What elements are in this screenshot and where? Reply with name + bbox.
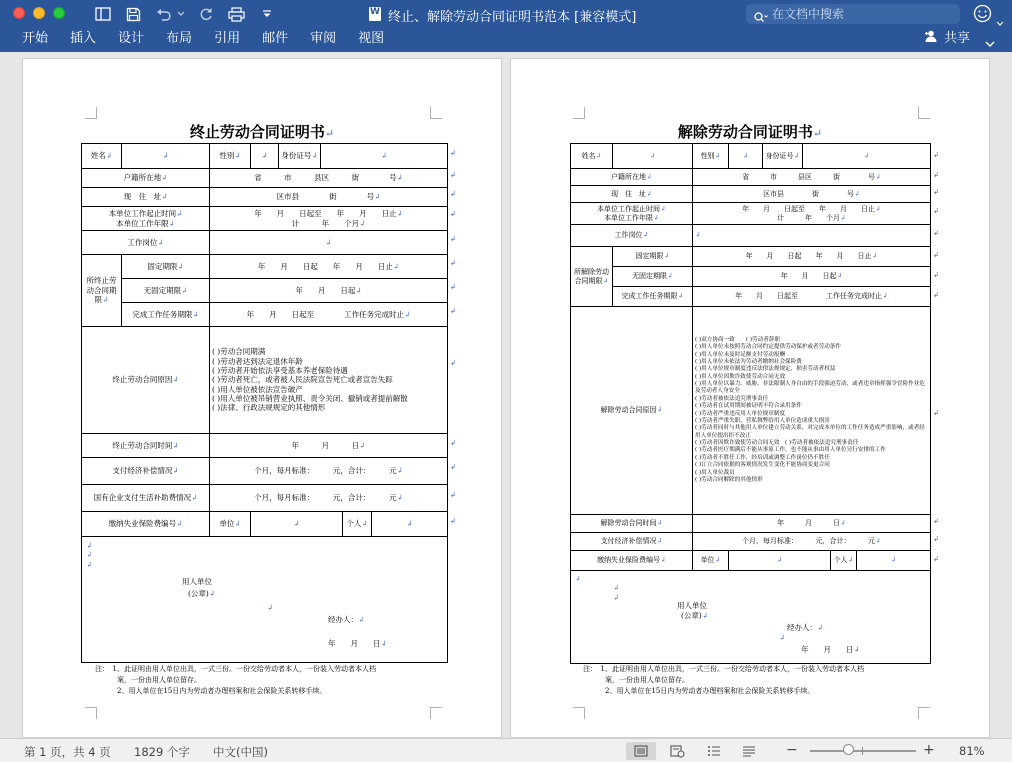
unit-label: 单位↲ <box>693 551 729 571</box>
unit-field[interactable]: ↲ <box>251 512 343 537</box>
tab-design[interactable]: 设计 <box>118 31 145 46</box>
page-1: 终止劳动合同证明书↵ 姓名↲ ↲ 性别↲ ↲ 身份证号↲ ↲ 户籍所在地↲ 省 市 县区 街 号↲ 现 住 址↲ 区市县 街 号↲ 本单位工作起止时间↲ 本单位工作年限↲ 年 月 日起至 年 月 日止↲ 计 年 个月↲ 工作岗位↲ ↲ 所终止劳动合同期限↲ 固定期限↲ 年 月 日起 年 月 日止↲ 无固定期限↲ 年 月 日起↲ 完成工作任务期限↲ 年 月 日起至 工作任务完成时止↲ 终止劳动合同原因↲ ( )劳动合同期满 ( )劳动者达到法定退休年龄 ( )劳动者开始依法享受基本养老保险待遇 ( )劳动者死亡，或者被人民法院宣告死亡或者宣告失踪 ( )用人单位被依法宣告破产 ( )用人单位被吊销营业执照、责令关闭、撤销或者提前解散 ( )法律、行政法规规定的其他情形 终止劳动合同时间↲ 年 月 日↲ 支付经济补偿情况↲ 个月，每月标准： 元，合计： 元↲ 国有企业支付生活补助费情况↲ 个月，每月标准： 元，合计： 元↲ 缴纳失业保险费编号↲ 单位↲ ↲ 个人↲ ↲ ↲ ↲ ↲ 用人单位 (公章)↲ ↲ 经办人：↲ 年 月 日↲ ↲ ↲ ↲ ↲ ↲ ↲ ↲ ↲ ↲ ↲ ↲ ↲ ↲ 注： 1、此证明由用人单位出具，一式三份。一份交给劳动者本人，一份装入劳动者本人档 案，一份由用人单位留存。 2、用人单位在15日内为劳动者办理档案和社会保险关系转移手续。 <box>22 58 502 738</box>
document-icon <box>369 7 381 21</box>
share-label: 共享 <box>944 31 971 46</box>
address-label: 现 住 址↲ <box>82 188 210 207</box>
seal-label: (公章)↲ <box>681 611 709 620</box>
open-term-label: 无固定期限↲ <box>613 267 693 287</box>
zoom-slider-thumb[interactable] <box>843 744 854 755</box>
unit-field[interactable]: ↲ <box>729 551 831 571</box>
soe-allowance-label: 国有企业支付生活补助费情况↲ <box>82 485 210 512</box>
reason-item[interactable]: ( )劳动者同时与其他用人单位建立劳动关系，对完成本单位的工作任务造成严重影响，或者经用人单位提出拒不改正 <box>695 425 925 439</box>
signature-area[interactable]: ↲ ↲ ↲ 用人单位 (公章)↲ 经办人：↲ ↲ 年 月 日↲ <box>571 571 931 664</box>
window-title: 终止、解除劳动合同证明书范本 [兼容模式] <box>388 10 637 25</box>
zoom-out-button[interactable]: − <box>786 742 798 758</box>
gender-label: 性别↲ <box>210 144 251 169</box>
reason-item[interactable]: ( )劳动者在试用期间被证明不符合录用条件 <box>695 403 802 410</box>
unemployment-insurance-label: 缴纳失业保险费编号↲ <box>571 551 693 571</box>
position-label: 工作岗位↲ <box>571 225 693 247</box>
task-term-label: 完成工作任务期限↲ <box>613 287 693 307</box>
reason-item[interactable]: ( )劳动者开始依法享受基本养老保险待遇 <box>212 365 348 375</box>
fixed-term-label: 固定期限↲ <box>613 247 693 267</box>
signature-area[interactable]: ↲ ↲ ↲ 用人单位 (公章)↲ ↲ 经办人：↲ 年 月 日↲ <box>82 537 448 663</box>
reason-list[interactable] <box>210 327 448 434</box>
reason-item[interactable]: ( )用人单位未按照劳动合同约定提供劳动保护或者劳动条件 <box>695 344 841 351</box>
gender-field[interactable]: ↲ <box>729 144 763 169</box>
reason-item[interactable]: ( )用人单位因欺诈致使劳动合同无效 <box>695 373 786 380</box>
name-label: 姓名↲ <box>571 144 613 169</box>
name-label: 姓名↲ <box>82 144 122 169</box>
outline-view-icon[interactable] <box>699 742 729 760</box>
employer-label: 用人单位 <box>182 577 212 586</box>
employer-label: 用人单位 <box>677 601 707 610</box>
note-line: 2、用人单位在15日内为劳动者办理档案和社会保险关系转移手续。 <box>117 686 327 695</box>
close-window-button[interactable] <box>13 7 25 19</box>
tab-layout[interactable]: 布局 <box>166 31 193 46</box>
note-line: 案，一份由用人单位留存。 <box>605 675 689 684</box>
dissolution-form-table <box>570 143 931 664</box>
corner-mark <box>85 707 97 719</box>
hukou-field[interactable]: 省 市 县区 街 号↲ <box>210 169 448 188</box>
reason-item[interactable]: ( )用人单位未依法为劳动者缴纳社会保险费 <box>695 358 802 365</box>
note-line: 注： 1、此证明由用人单位出具，一式三份。一份交给劳动者本人，一份装入劳动者本人档 <box>583 665 864 673</box>
reason-item[interactable]: ( )劳动者严重失职，营私舞弊给用人单位造成重大损害 <box>695 417 830 424</box>
reason-list[interactable] <box>693 307 931 515</box>
gender-label: 性别↲ <box>693 144 729 169</box>
id-label: 身份证号↲ <box>763 144 803 169</box>
hukou-field[interactable]: 省 市 县区 街 号↲ <box>693 169 931 186</box>
reason-item[interactable]: ( )用人单位未及时足额支付劳动报酬 <box>695 351 786 358</box>
sidebar-toggle-icon[interactable] <box>94 4 112 24</box>
fixed-term-label: 固定期限↲ <box>122 255 210 279</box>
position-field[interactable]: ↲ <box>210 231 448 255</box>
corner-mark <box>85 107 97 119</box>
footnotes <box>95 664 455 697</box>
person-field[interactable]: ↲ <box>372 512 448 537</box>
soe-allowance-field[interactable]: 个月，每月标准： 元，合计： 元↲ <box>210 485 448 512</box>
tab-review[interactable]: 审阅 <box>310 31 337 46</box>
customize-toolbar-icon[interactable] <box>260 4 274 24</box>
reason-item[interactable]: ( )劳动者被依法追究刑事责任 <box>695 395 769 402</box>
reason-item[interactable]: ( )用人单位以暴力、威胁、非法限制人身自由的手段强迫劳动，或者违章指挥强令冒险作业危及劳动者人身安全 <box>695 381 925 395</box>
contract-period-label: 所终止劳动合同期限↲ <box>82 255 122 327</box>
feedback-smiley-icon[interactable] <box>973 4 992 27</box>
name-field[interactable]: ↲ <box>122 144 210 169</box>
note-line: 案，一份由用人单位留存。 <box>117 675 201 684</box>
open-term-label: 无固定期限↲ <box>122 279 210 303</box>
work-period-field[interactable]: 年 月 日起至 年 月 日止↲ 计 年 个月↲ <box>210 207 448 231</box>
corner-mark <box>918 707 930 719</box>
reason-item[interactable]: ( )劳动者医疗期满后不能从事原工作，也不能从事由用人单位另行安排的工作 <box>695 447 886 454</box>
zoom-slider-tick <box>862 747 863 755</box>
address-field[interactable]: 区市县 街 号↲ <box>693 186 931 203</box>
address-field[interactable]: 区市县 街 号↲ <box>210 188 448 207</box>
minimize-window-button[interactable] <box>33 7 45 19</box>
address-label: 现 住 址↲ <box>571 186 693 203</box>
person-label: 个人↲ <box>343 512 372 537</box>
corner-mark <box>573 107 585 119</box>
corner-mark <box>918 107 930 119</box>
compensation-label: 支付经济补偿情况↲ <box>571 533 693 551</box>
zoom-level[interactable]: 81% <box>959 744 985 758</box>
reason-item[interactable]: ( )用人单位裁员 <box>695 469 735 476</box>
compensation-field[interactable]: 个月，每月标准： 元，合计： 元↲ <box>693 533 931 551</box>
reason-item[interactable]: ( )劳动者不胜任工作，经培训或调整工作岗位仍不胜任 <box>695 454 830 461</box>
seal-label: (公章)↲ <box>188 589 216 598</box>
tab-mailings[interactable]: 邮件 <box>262 31 289 46</box>
open-term-field[interactable]: 年 月 日起↲ <box>210 279 448 303</box>
end-time-label: 解除劳动合同时间↲ <box>571 515 693 533</box>
end-time-field[interactable]: 年 月 日↲ <box>210 434 448 458</box>
end-time-field[interactable]: 年 月 日↲ <box>693 515 931 533</box>
save-icon[interactable] <box>124 4 142 24</box>
print-icon[interactable] <box>226 4 246 24</box>
position-field[interactable]: ↲ <box>693 225 931 247</box>
gender-field[interactable]: ↲ <box>251 144 279 169</box>
maximize-window-button[interactable] <box>53 7 65 19</box>
draft-view-icon[interactable] <box>734 742 764 760</box>
search-icon <box>754 8 768 27</box>
add-person-icon <box>924 29 940 49</box>
tab-home[interactable]: 开始 <box>22 31 49 46</box>
fixed-term-field[interactable]: 年 月 日起 年 月 日止↲ <box>693 247 931 267</box>
reason-item[interactable]: ( )双方协商一致 ( )劳动者辞职 <box>695 336 781 343</box>
contract-period-label: 所解除劳动合同期限↲ <box>571 247 613 307</box>
page-2: 解除劳动合同证明书↵ 姓名↲ ↲ 性别↲ ↲ 身份证号↲ ↲ 户籍所在地↲ 省 市 县区 街 号↲ 现 住 址↲ 区市县 街 号↲ 本单位工作起止时间↲ 本单位工作年限↲ 年 月 日起至 年 月 日止↲ 计 年 个月↲ 工作岗位↲ ↲ 所解除劳动合同期限↲ 固定期限↲ 年 月 日起 年 月 日止↲ 无固定期限↲ 年 月 日起↲ 完成工作任务期限↲ 年 月 日起至 工作任务完成时止↲ 解除劳动合同原因↲ ( )双方协商一致 ( )劳动者辞职 ( )用人单位未按照劳动合同约定提供劳动保护或者劳动条件 ( )用人单位未及时足额支付劳动报酬 ( )用人单位未依法为劳动者缴纳社会保险费 ( )用人单位规章制度违反法律法规规定，损害劳动者权益 ( )用人单位因欺诈致使劳动合同无效 ( )用人单位以暴力、威胁、非法限制人身自由的手段强迫劳动，或者违章指挥强令冒险作业危及劳动者人身安全 ( )劳动者被依法追究刑事责任 ( )劳动者在试用期间被证明不符合录用条件 ( )劳动者严重违反用人单位规章制度 ( )劳动者严重失职，营私舞弊给用人单位造成重大损害 ( )劳动者同时与其他用人单位建立劳动关系，对完成本单位的工作任务造成严重影响，或者经用人单位提出拒不改正 ( )劳动者因欺诈致使劳动合同无效 ( )劳动者被依法追究刑事责任 ( )劳动者医疗期满后不能从事原工作，也不能从事由用人单位另行安排的工作 ( )劳动者不胜任工作，经培训或调整工作岗位仍不胜任 ( )订立合同依据的客观情况发生变化不能协商变更合同 ( )用人单位裁员 ( )劳动合同解除的其他情形 解除劳动合同时间↲ 年 月 日↲ 支付经济补偿情况↲ 个月，每月标准： 元，合计： 元↲ 缴纳失业保险费编号↲ 单位↲ ↲ 个人↲ ↲ ↲ ↲ ↲ 用人单位 (公章)↲ 经办人：↲ ↲ 年 月 日↲ ↲ ↲ ↲ ↲ ↲ ↲ ↲ ↲ ↲ ↲ ↲ ↲ 注： 1、此证明由用人单位出具，一式三份。一份交给劳动者本人，一份装入劳动者本人档 案，一份由用人单位留存。 2、用人单位在15日内为劳动者办理档案和社会保险关系转移手续。 <box>510 58 990 738</box>
zoom-slider[interactable] <box>810 750 916 752</box>
reason-item[interactable]: ( )劳动者因欺诈致使劳动合同无效 ( )劳动者被依法追究刑事责任 <box>695 440 859 446</box>
position-label: 工作岗位↲ <box>82 231 210 255</box>
reason-item[interactable]: ( )订立合同依据的客观情况发生变化不能协商变更合同 <box>695 462 830 469</box>
print-layout-view-icon[interactable] <box>626 742 656 760</box>
zoom-in-button[interactable]: + <box>923 742 935 758</box>
reason-item[interactable]: ( )劳动合同解除的其他情形 <box>695 476 763 483</box>
corner-mark <box>430 107 442 119</box>
undo-dropdown-icon[interactable] <box>176 4 186 24</box>
corner-mark <box>573 707 585 719</box>
tab-insert[interactable]: 插入 <box>70 31 97 46</box>
fixed-term-field[interactable]: 年 月 日起 年 月 日止↲ <box>210 255 448 279</box>
open-term-field[interactable]: 年 月 日起↲ <box>693 267 931 287</box>
hukou-label: 户籍所在地↲ <box>571 169 693 186</box>
share-button[interactable] <box>924 29 970 49</box>
language-indicator[interactable]: 中文(中国) <box>213 745 268 759</box>
smiley-dropdown-icon[interactable] <box>996 12 1004 31</box>
handler-label: 经办人：↲ <box>328 615 365 624</box>
corner-mark <box>430 707 442 719</box>
reason-label: 终止劳动合同原因↲ <box>82 327 210 434</box>
handler-label: 经办人：↲ <box>787 623 824 632</box>
reason-label: 解除劳动合同原因↲ <box>571 307 693 515</box>
reason-item[interactable]: ( )法律、行政法规规定的其他情形 <box>212 403 326 413</box>
note-line: 注： 1、此证明由用人单位出具，一式三份。一份交给劳动者本人，一份装入劳动者本人档 <box>95 665 376 673</box>
name-field[interactable]: ↲ <box>613 144 693 169</box>
note-line: 2、用人单位在15日内为劳动者办理档案和社会保险关系转移手续。 <box>605 686 815 695</box>
search-input[interactable]: 在文档中搜索 <box>746 4 960 24</box>
unit-label: 单位↲ <box>210 512 251 537</box>
task-term-field[interactable]: 年 月 日起至 工作任务完成时止↲ <box>210 303 448 327</box>
date-field[interactable]: 年 月 日↲ <box>328 639 387 648</box>
person-label: 个人↲ <box>831 551 857 571</box>
work-period-label: 本单位工作起止时间↲ 本单位工作年限↲ <box>571 203 693 225</box>
reason-item[interactable]: ( )劳动者死亡，或者被人民法院宣告死亡或者宣告失踪 <box>212 375 393 385</box>
word-count[interactable]: 1829 个字 <box>134 745 190 759</box>
compensation-field[interactable]: 个月，每月标准： 元，合计： 元↲ <box>210 458 448 485</box>
task-term-label: 完成工作任务期限↲ <box>122 303 210 327</box>
collapse-ribbon-icon[interactable] <box>985 33 995 52</box>
web-layout-view-icon[interactable] <box>662 742 692 760</box>
reason-item[interactable]: ( )用人单位规章制度违反法律法规规定，损害劳动者权益 <box>695 366 836 373</box>
person-field[interactable]: ↲ <box>857 551 931 571</box>
unemployment-insurance-label: 缴纳失业保险费编号↲ <box>82 512 210 537</box>
work-period-label: 本单位工作起止时间↲ 本单位工作年限↲ <box>82 207 210 231</box>
date-field[interactable]: 年 月 日↲ <box>801 645 860 654</box>
redo-icon[interactable] <box>197 4 215 24</box>
title-bar <box>0 0 1012 52</box>
id-field[interactable]: ↲ <box>321 144 448 169</box>
task-term-field[interactable]: 年 月 日起至 工作任务完成时止↲ <box>693 287 931 307</box>
reason-item[interactable]: ( )劳动合同期满 <box>212 347 266 357</box>
page-count[interactable]: 第 1 页，共 4 页 <box>24 745 111 759</box>
tab-references[interactable]: 引用 <box>214 31 241 46</box>
hukou-label: 户籍所在地↲ <box>82 169 210 188</box>
id-label: 身份证号↲ <box>279 144 321 169</box>
document-workspace[interactable] <box>0 52 1012 738</box>
ribbon-tabs <box>0 28 395 52</box>
document-title: 解除劳动合同证明书↵ <box>677 123 823 141</box>
id-field[interactable]: ↲ <box>803 144 931 169</box>
work-period-field[interactable]: 年 月 日起至 年 月 日止↲ 计 年 个月↲ <box>693 203 931 225</box>
reason-item[interactable]: ( )劳动者达到法定退休年龄 <box>212 356 303 366</box>
tab-view[interactable]: 视图 <box>358 31 385 46</box>
termination-form-table <box>81 143 448 663</box>
reason-item[interactable]: ( )用人单位被依法宣告破产 <box>212 384 303 394</box>
document-title: 终止劳动合同证明书↵ <box>189 123 335 141</box>
undo-icon[interactable] <box>154 4 174 24</box>
reason-item[interactable]: ( )用人单位被吊销营业执照、责令关闭、撤销或者提前解散 <box>212 394 408 404</box>
reason-item[interactable]: ( )劳动者严重违反用人单位规章制度 <box>695 410 786 417</box>
compensation-label: 支付经济补偿情况↲ <box>82 458 210 485</box>
footnotes <box>583 664 943 697</box>
status-bar <box>0 738 1012 762</box>
end-time-label: 终止劳动合同时间↲ <box>82 434 210 458</box>
